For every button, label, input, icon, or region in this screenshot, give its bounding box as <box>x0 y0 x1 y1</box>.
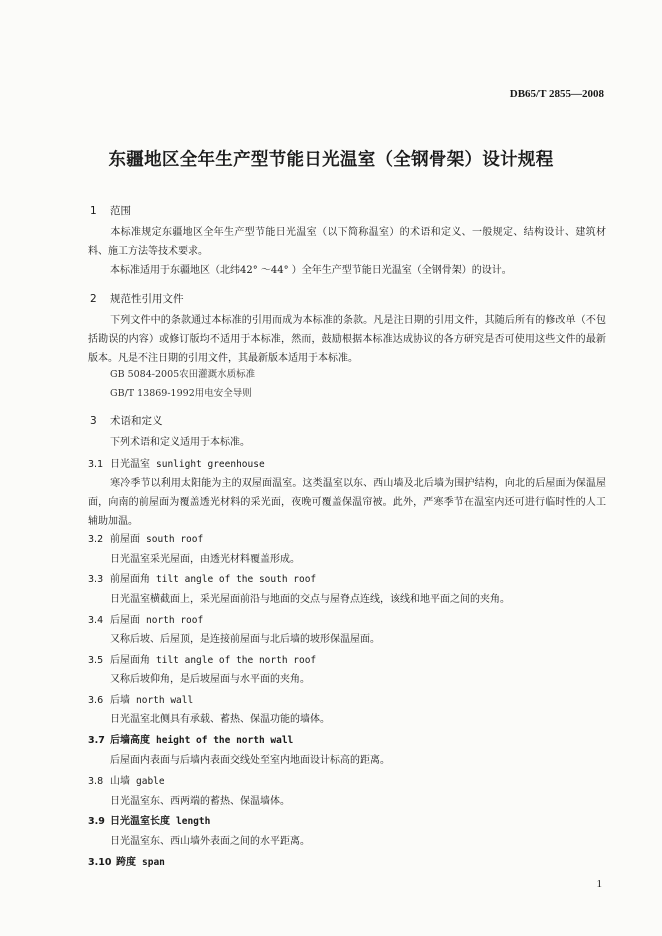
section-number: 1 <box>90 205 97 217</box>
normative-reference-1: GB 5084-2005农田灌溉水质标准 <box>110 369 256 380</box>
paragraph-text: 本标准规定东疆地区全年生产型节能日光温室（以下简称温室）的术语和定义、一般规定、结构设计、建筑材料、施工方法等技术要求。 <box>88 227 606 257</box>
section-number: 3 <box>90 415 97 427</box>
term-definition: 日光温室北侧具有承载、蓄热、保温功能的墙体。 <box>110 714 330 725</box>
term-chinese: 前屋面角 <box>110 574 150 585</box>
term-definition: 日光温室横截面上，采光屋面前沿与地面的交点与屋脊点连线，该线和地平面之间的夹角。 <box>110 594 510 605</box>
section-1-paragraph-2 <box>88 261 606 280</box>
section-2-paragraph-1 <box>88 311 606 368</box>
term-english: span <box>142 857 165 868</box>
paragraph-text: 下列文件中的条款通过本标准的引用而成为本标准的条款。凡是注日期的引用文件，其随后所有的修改单（不包括勘误的内容）或修订版均不适用于本标准，然而，鼓励根据本标准达成协议的各方研究是否可使用这些文件的最新版本。凡是不注日期的引用文件，其最新版本适用于本标准。 <box>88 315 606 364</box>
term-definition: 日光温室东、西山墙外表面之间的水平距离。 <box>110 836 310 847</box>
term-number: 3.2 <box>88 534 104 545</box>
term-english: sunlight greenhouse <box>156 459 265 470</box>
term-heading <box>88 772 165 787</box>
section-1-paragraph-1 <box>88 223 606 261</box>
term-english: north roof <box>146 615 204 626</box>
paragraph-text: 本标准适用于东疆地区（北纬42° ～44° ）全年生产型节能日光温室（全钢骨架）的设计。 <box>110 265 512 276</box>
section-title: 术语和定义 <box>110 415 163 427</box>
term-heading <box>88 651 316 666</box>
term-heading <box>88 731 293 746</box>
term-chinese: 后屋面角 <box>110 655 150 666</box>
term-chinese: 跨度 <box>116 857 136 868</box>
term-definition <box>88 474 606 531</box>
term-number: 3.10 <box>88 857 112 868</box>
term-chinese: 后墙 <box>110 695 130 706</box>
term-definition: 又称后坡仰角，是后坡屋面与水平面的夹角。 <box>110 674 310 685</box>
term-english: north wall <box>136 695 194 706</box>
paragraph-text: 下列术语和定义适用于本标准。 <box>110 437 250 448</box>
document-title: 东疆地区全年生产型节能日光温室（全钢骨架）设计规程 <box>108 150 554 170</box>
term-definition: 又称后坡、后屋顶，是连接前屋面与北后墙的坡形保温屋面。 <box>110 634 380 645</box>
term-chinese: 后墙高度 <box>110 735 150 746</box>
term-heading <box>88 611 203 626</box>
term-english: length <box>176 816 211 827</box>
section-3-intro <box>88 433 606 452</box>
term-definition: 后屋面内表面与后墙内表面交线处至室内地面设计标高的距离。 <box>110 755 390 766</box>
term-definition: 日光温室采光屋面，由透光材料覆盖形成。 <box>110 554 300 565</box>
section-number: 2 <box>90 293 97 305</box>
term-number: 3.8 <box>88 776 104 787</box>
term-chinese: 后屋面 <box>110 615 140 626</box>
term-chinese: 日光温室长度 <box>110 816 170 827</box>
term-heading <box>88 853 165 868</box>
term-heading <box>88 812 210 827</box>
term-english: south roof <box>146 534 204 545</box>
term-chinese: 前屋面 <box>110 534 140 545</box>
term-number: 3.6 <box>88 695 104 706</box>
page-number: 1 <box>596 878 602 890</box>
term-chinese: 日光温室 <box>110 459 150 470</box>
term-number: 3.1 <box>88 459 104 470</box>
term-chinese: 山墙 <box>110 776 130 787</box>
document-number: DB65/T 2855—2008 <box>509 88 604 100</box>
term-definition: 日光温室东、西两端的蓄热、保温墙体。 <box>110 796 290 807</box>
term-number: 3.5 <box>88 655 104 666</box>
section-title: 规范性引用文件 <box>110 293 184 305</box>
term-heading <box>88 691 193 706</box>
term-number: 3.4 <box>88 615 104 626</box>
term-number: 3.3 <box>88 574 104 585</box>
term-heading <box>88 455 265 470</box>
term-english: gable <box>136 776 165 787</box>
section-title: 范围 <box>110 205 131 217</box>
definition-text: 寒冷季节以利用太阳能为主的双屋面温室。这类温室以东、西山墙及北后墙为围护结构，向北的后屋面为保温屋面，向南的前屋面为覆盖透光材料的采光面，夜晚可覆盖保温帘被。此外，严寒季节在温室内还可进行临时性的人工辅助加温。 <box>88 478 606 527</box>
term-english: height of the north wall <box>156 735 294 746</box>
term-number: 3.9 <box>88 816 105 827</box>
term-heading <box>88 530 203 545</box>
section-1-heading <box>90 203 131 218</box>
term-number: 3.7 <box>88 735 105 746</box>
section-3-heading <box>90 413 163 428</box>
term-heading <box>88 570 316 585</box>
term-english: tilt angle of the south roof <box>156 574 317 585</box>
term-english: tilt angle of the north roof <box>156 655 317 666</box>
section-2-heading <box>90 291 184 306</box>
normative-reference-2: GB/T 13869-1992用电安全导则 <box>110 388 252 399</box>
